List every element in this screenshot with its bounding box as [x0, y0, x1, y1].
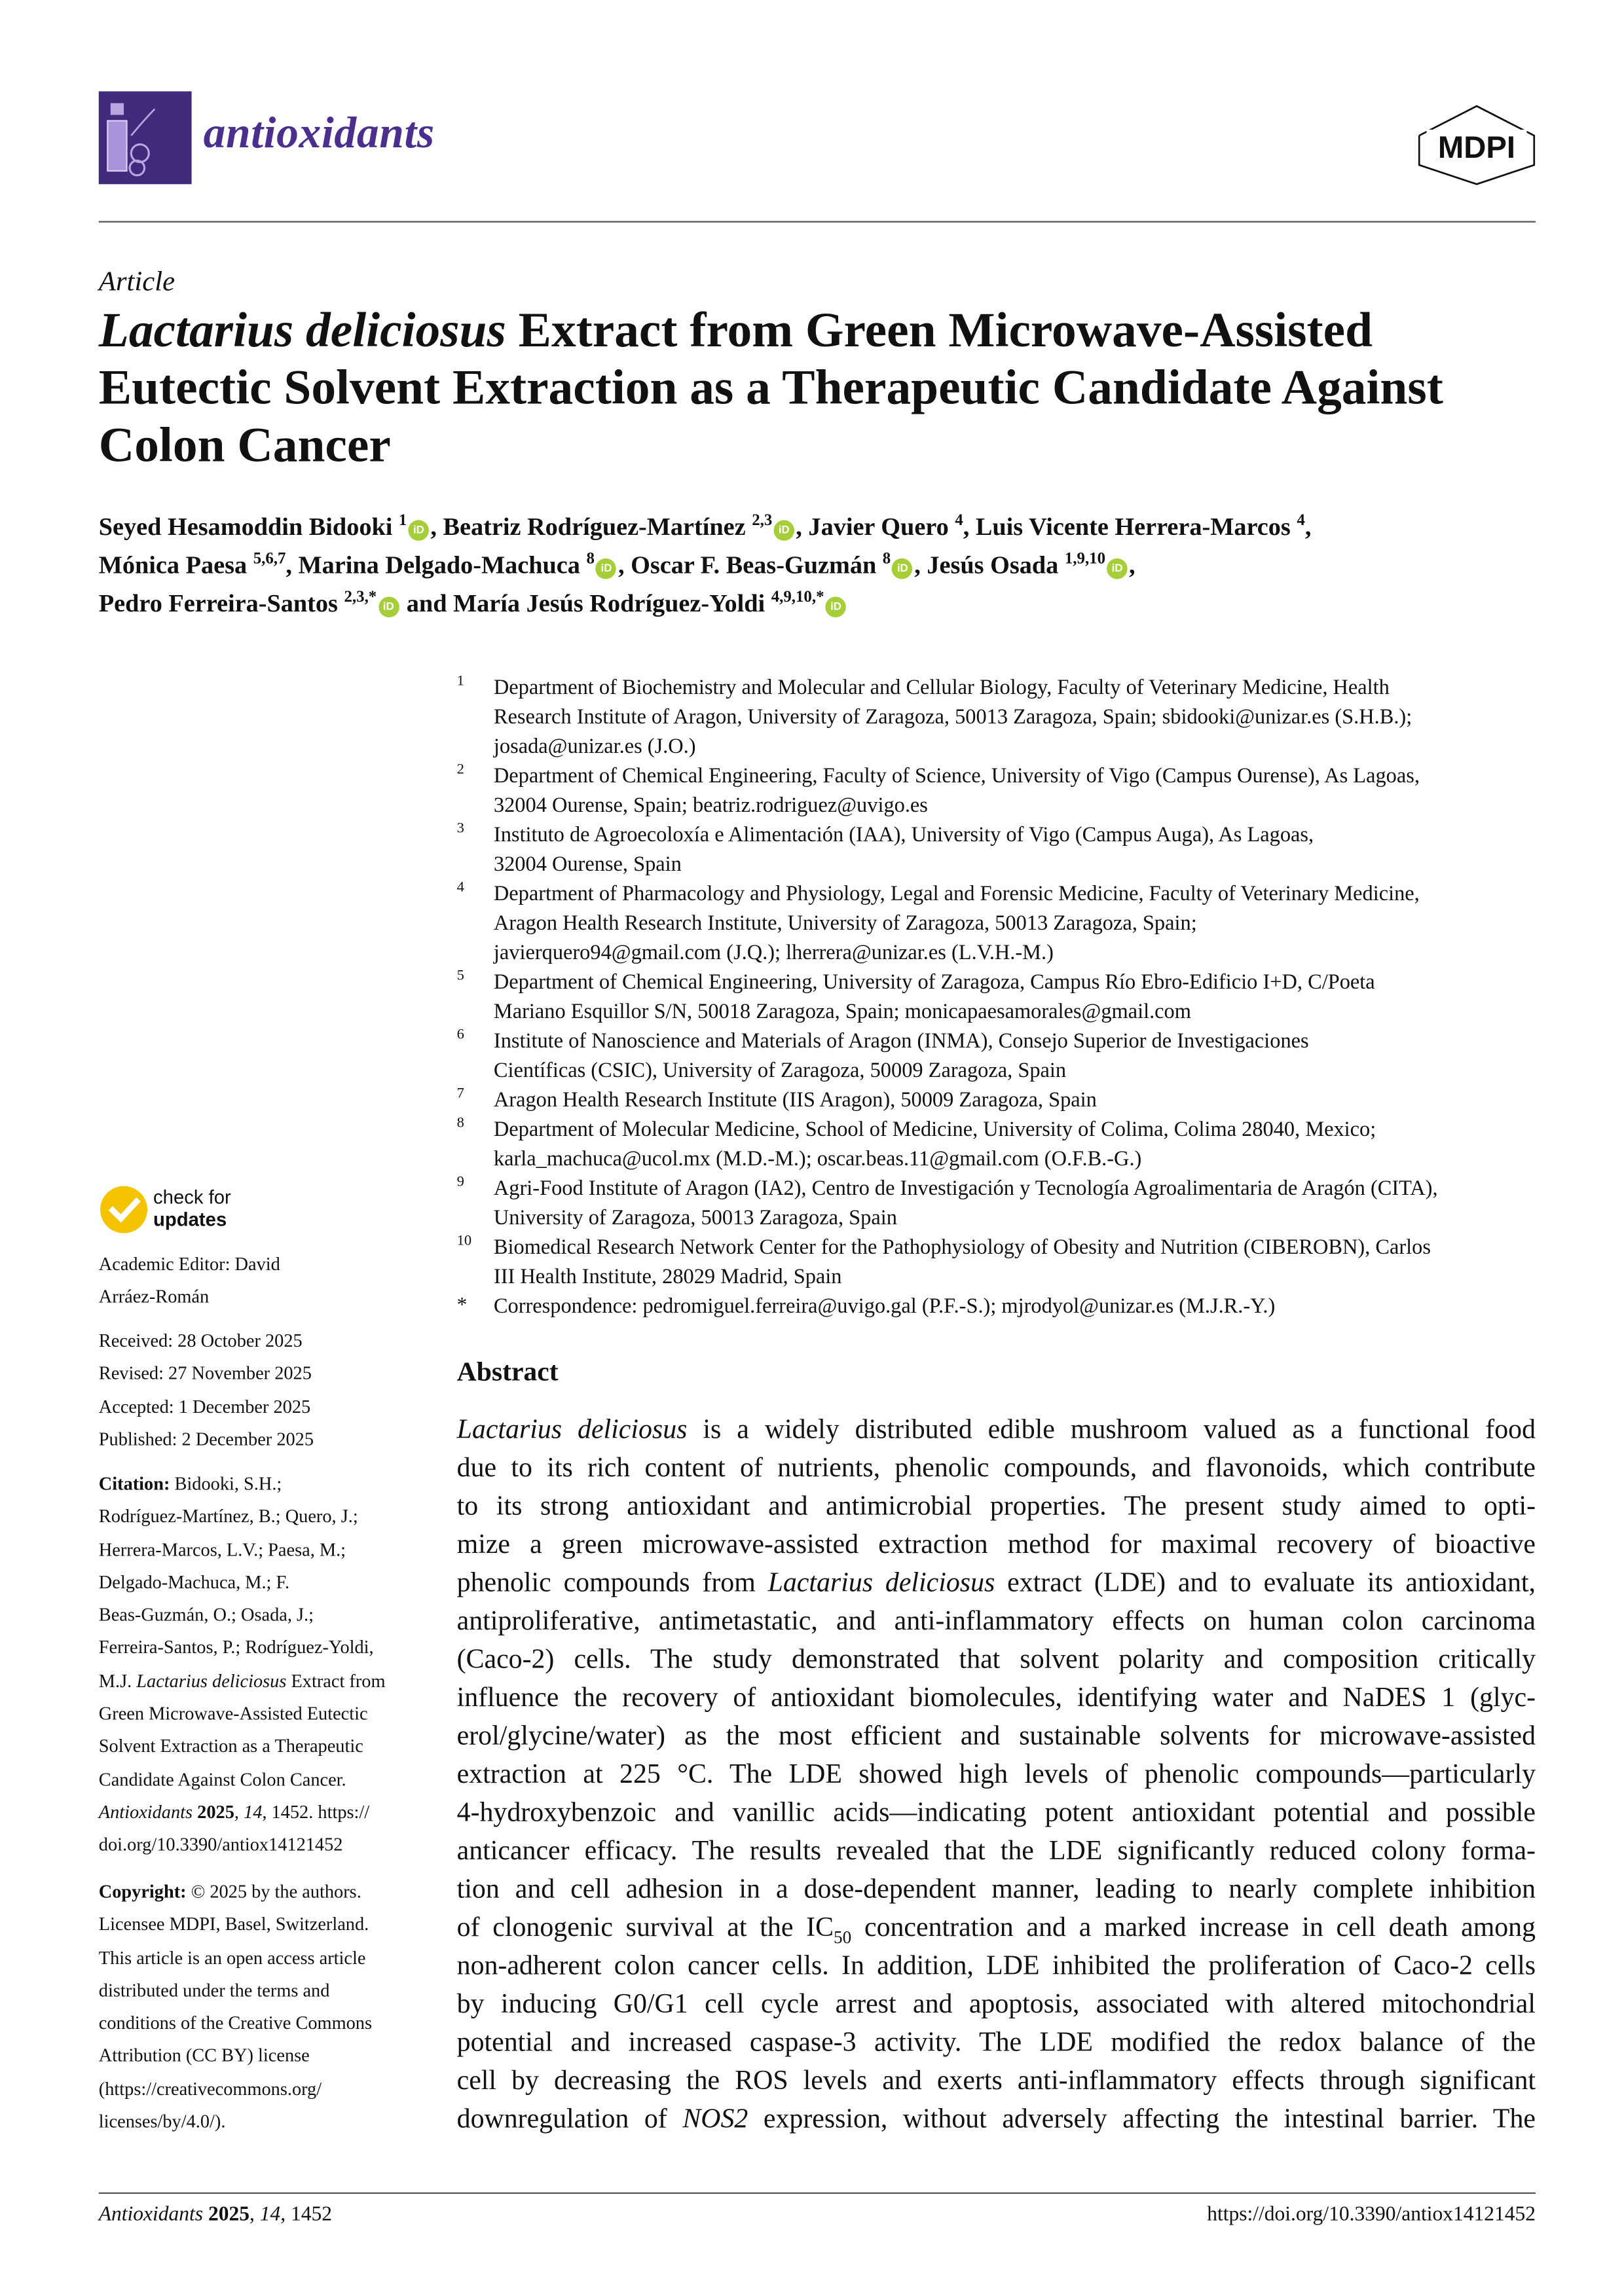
text-segment: extract (LDE) and to evaluate its antioxidant, [995, 1567, 1536, 1599]
text-segment: , [1304, 513, 1312, 541]
affiliation-item [457, 762, 1540, 821]
text-segment: NOS2 [682, 2104, 748, 2135]
check-for-updates-button[interactable] [99, 1184, 261, 1235]
affiliation-line: Instituto de Agroecoloxía e Alimentación (IAA), University of Vigo (Campus Auga), As Lagoas, [493, 824, 1314, 848]
text-line [457, 1948, 1536, 1986]
text-segment: Solvent Extraction as a Therapeutic [98, 1736, 363, 1757]
text-line [99, 1908, 416, 1941]
affiliation-number: 10 [456, 1233, 472, 1250]
text-segment: 2025 [208, 2204, 249, 2227]
affiliation-item [457, 1175, 1540, 1233]
affiliation-marker: 1 [398, 511, 407, 530]
affiliation-line: Biomedical Research Network Center for the Pathophysiology of Obesity and Nutrition (CIBEROBN), Carlos [493, 1236, 1431, 1260]
text-line [99, 2040, 416, 2073]
affiliation-number: 3 [456, 820, 464, 837]
affiliation-line: Institute of Nanoscience and Materials of Aragon (INMA), Consejo Superior de Investigaciones [493, 1030, 1309, 1054]
text-line [457, 1757, 1536, 1795]
text-line [457, 1680, 1536, 1719]
text-segment: distributed under the terms and [98, 1980, 330, 2001]
text-segment: , Jesús Osada [914, 551, 1065, 579]
affiliation-line: Department of Biochemistry and Molecular and Cellular Biology, Faculty of Veterinary Medicine, Health [493, 676, 1390, 700]
text-segment: Extract from [286, 1670, 386, 1692]
text-segment: anticancer efficacy. The results revealed that the LDE significantly reduced colony forma- [456, 1836, 1536, 1867]
text-line [99, 1631, 416, 1664]
text-segment: , [249, 2204, 260, 2227]
footer-doi-link[interactable]: https://doi.org/10.3390/antiox14121452 [1207, 2204, 1536, 2227]
affiliation-number: 2 [456, 761, 464, 778]
text-line [99, 1324, 416, 1357]
affiliation-number: 6 [456, 1027, 464, 1044]
affiliation-line: 32004 Ourense, Spain; beatriz.rodriguez@uvigo.es [493, 794, 928, 818]
text-segment: due to its rich content of nutrients, phenolic compounds, and flavonoids, which contribute [456, 1452, 1536, 1484]
orcid-icon[interactable]: iD [826, 596, 847, 617]
text-line [99, 1566, 416, 1599]
text-segment: Antioxidants [98, 1802, 193, 1823]
text-segment: tion and cell adhesion in a dose-dependent manner, leading to nearly complete inhibition [456, 1874, 1536, 1905]
affiliation-line: karla_machuca@ucol.mx (M.D.-M.); oscar.beas.11@gmail.com (O.F.B.-G.) [493, 1148, 1142, 1172]
text-line [99, 1974, 416, 2007]
affiliation-item [457, 880, 1540, 968]
text-segment: Citation: [98, 1473, 170, 1495]
text-segment: , Beatriz Rodríguez-Martínez [430, 513, 752, 541]
affiliation-marker: 4 [1297, 511, 1305, 530]
text-segment: , Marina Delgado-Machuca [286, 551, 587, 579]
orcid-icon[interactable]: iD [596, 558, 617, 579]
text-segment: Candidate Against Colon Cancer. [98, 1769, 346, 1790]
text-segment: Pedro Ferreira-Santos [98, 589, 344, 617]
text-line [99, 1501, 416, 1533]
affiliation-item [457, 821, 1540, 880]
orcid-icon[interactable]: iD [774, 520, 795, 541]
text-segment: , [1129, 551, 1135, 579]
affiliation-number: 1 [456, 673, 464, 690]
text-segment: potential and increased caspase-3 activity. The LDE modified the redox balance of the [456, 2027, 1536, 2058]
check-for-label: check for [153, 1186, 231, 1209]
affiliation-marker: 8 [586, 550, 595, 568]
text-line [99, 1533, 416, 1566]
affiliation-item [457, 1027, 1540, 1086]
text-line [99, 585, 1543, 623]
text-segment: Extract from Green Microwave-Assisted [506, 303, 1373, 358]
article-title [99, 302, 1558, 474]
affiliation-marker: 2,3 [752, 511, 773, 530]
text-segment: (https://creativecommons.org/ [98, 2078, 322, 2100]
text-segment: influence the recovery of antioxidant biomolecules, identifying water and NaDES 1 (glyc- [456, 1683, 1536, 1714]
text-line [457, 1641, 1536, 1680]
affiliation-number: 9 [456, 1174, 464, 1191]
text-segment: 14 [244, 1802, 263, 1823]
text-line [99, 2007, 416, 2040]
text-line [99, 1357, 416, 1390]
text-segment: by inducing G0/G1 cell cycle arrest and apoptosis, associated with altered mitochondrial [456, 1989, 1536, 2020]
affiliation-line: University of Zaragoza, 50013 Zaragoza, Spain [493, 1207, 897, 1231]
text-segment: Arráez-Román [98, 1286, 210, 1307]
text-segment: extraction at 225 °C. The LDE showed high levels of phenolic compounds—particularly [456, 1759, 1536, 1791]
text-line [457, 1795, 1536, 1833]
affiliation-line: Department of Pharmacology and Physiology, Legal and Forensic Medicine, Faculty of Veterinary Medicine, [493, 883, 1420, 907]
text-segment: Ferreira-Santos, P.; Rodríguez-Yoldi, [98, 1637, 374, 1658]
text-segment: , Javier Quero [796, 513, 955, 541]
text-segment: © 2025 by the authors. [186, 1881, 361, 1903]
text-segment: Published: 2 December 2025 [98, 1429, 314, 1450]
affiliation-line: javierquero94@gmail.com (J.Q.); lherrera@unizar.es (L.V.H.-M.) [493, 941, 1054, 966]
text-line [99, 302, 1558, 359]
copyright [99, 1876, 416, 2138]
text-segment: expression, without adversely affecting the intestinal barrier. The [748, 2104, 1536, 2135]
affiliation-marker: 2,3,* [344, 588, 377, 606]
text-segment: , 1452 [280, 2204, 332, 2227]
text-line [99, 508, 1543, 547]
text-segment: Delgado-Machuca, M.; F. [98, 1572, 290, 1593]
text-segment: licenses/by/4.0/). [98, 2111, 226, 2132]
text-line [99, 1467, 416, 1500]
text-segment: Lactarius deliciosus [98, 303, 506, 358]
mdpi-logo[interactable] [1414, 103, 1538, 186]
text-line [99, 1423, 416, 1456]
affiliation-line: Mariano Esquillor S/N, 50018 Zaragoza, Spain; monicapaesamorales@gmail.com [493, 1000, 1191, 1025]
publisher-name: MDPI [1437, 130, 1516, 165]
text-segment: 4-hydroxybenzoic and vanillic acids—indicating potent antioxidant potential and possible [456, 1797, 1536, 1829]
text-line [457, 1565, 1536, 1603]
text-segment: antiproliferative, antimetastatic, and anti-inflammatory effects on human colon carcinoma [456, 1606, 1536, 1637]
text-segment: of clonogenic survival at the IC [456, 1912, 834, 1944]
text-line [457, 2024, 1536, 2063]
text-segment: 2025 [197, 1802, 234, 1823]
text-segment: Bidooki, S.H.; [170, 1473, 282, 1495]
text-segment: (Caco-2) cells. The study demonstrated that solvent polarity and composition critically [456, 1644, 1536, 1675]
affiliation-item [457, 968, 1540, 1027]
text-segment: Copyright: [98, 1881, 187, 1903]
affiliation-line: III Health Institute, 28029 Madrid, Spain [493, 1266, 842, 1290]
text-line [99, 1391, 416, 1423]
affiliation-line: Correspondence: pedromiguel.ferreira@uvigo.gal (P.F.-S.); mjrodyol@unizar.es (M.J.R.-Y.) [493, 1295, 1276, 1319]
text-segment: Antioxidants [98, 2204, 204, 2227]
publication-dates [99, 1324, 416, 1456]
text-segment: 14 [259, 2204, 281, 2227]
text-line [99, 547, 1543, 585]
affiliation-line: Aragon Health Research Institute, University of Zaragoza, 50013 Zaragoza, Spain; [493, 912, 1197, 936]
text-line [99, 1829, 416, 1861]
affiliation-marker: 1,9,10 [1064, 550, 1106, 568]
text-line [457, 1718, 1536, 1757]
affiliation-item [457, 673, 1540, 761]
affiliation-marker: 4,9,10,* [771, 588, 824, 606]
text-line [99, 1248, 416, 1281]
affiliation-line: Department of Chemical Engineering, University of Zaragoza, Campus Río Ebro-Edificio I+D, C/Poeta [493, 971, 1375, 995]
text-segment: Lactarius deliciosus [136, 1670, 287, 1692]
affiliation-line: Científicas (CSIC), University of Zaragoza, 50009 Zaragoza, Spain [493, 1059, 1067, 1084]
affiliation-number: 7 [456, 1085, 464, 1102]
text-segment: conditions of the Creative Commons [98, 2013, 373, 2034]
author-list [99, 508, 1543, 623]
text-segment: to its strong antioxidant and antimicrobial properties. The present study aimed to opti- [456, 1491, 1536, 1522]
text-line [99, 417, 1558, 475]
affiliation-line: Aragon Health Research Institute (IIS Aragon), 50009 Zaragoza, Spain [493, 1089, 1097, 1113]
text-line [99, 1763, 416, 1796]
orcid-icon[interactable]: iD [1107, 558, 1128, 579]
orcid-icon[interactable]: iD [378, 596, 399, 617]
text-segment: , [234, 1802, 244, 1823]
orcid-icon[interactable]: iD [409, 520, 430, 541]
text-segment: , 1452. https:// [262, 1802, 370, 1823]
text-segment: Beas-Guzmán, O.; Osada, J.; [98, 1605, 314, 1626]
affiliation-item [457, 1292, 1540, 1322]
journal-logo[interactable] [99, 92, 192, 185]
text-line [457, 2101, 1536, 2140]
text-segment: Accepted: 1 December 2025 [98, 1396, 311, 1417]
academic-editor [99, 1248, 416, 1313]
text-line [99, 1698, 416, 1730]
text-line [99, 1665, 416, 1698]
updates-label: updates [153, 1208, 227, 1231]
text-line [457, 1986, 1536, 2025]
header-divider [99, 221, 1536, 223]
text-line [99, 1876, 416, 1908]
text-line [99, 1599, 416, 1631]
footer-divider [99, 2193, 1536, 2194]
article-type: Article [98, 266, 175, 298]
text-segment [193, 1802, 197, 1823]
text-segment: doi.org/10.3390/antiox14121452 [98, 1834, 343, 1855]
text-segment: Herrera-Marcos, L.V.; Paesa, M.; [98, 1539, 346, 1560]
citation [99, 1467, 416, 1861]
text-segment: , Oscar F. Beas-Guzmán [618, 551, 883, 579]
affiliation-item [457, 1086, 1540, 1116]
text-segment: This article is an open access article [98, 1947, 366, 1968]
text-segment: Attribution (CC BY) license [98, 2045, 310, 2067]
text-segment: downregulation of [456, 2104, 683, 2135]
text-line [99, 2073, 416, 2105]
abstract-heading: Abstract [456, 1358, 559, 1388]
affiliation-marker: 8 [882, 550, 891, 568]
affiliation-number: 8 [456, 1115, 464, 1132]
text-line [99, 359, 1558, 417]
text-line [99, 2105, 416, 2138]
text-segment: erol/glycine/water) as the most efficient and sustainable solvents for microwave-assisted [456, 1721, 1536, 1752]
text-segment: M.J. [98, 1670, 137, 1692]
text-segment: mize a green microwave-assisted extraction method for maximal recovery of bioactive [456, 1529, 1536, 1561]
text-line [99, 1730, 416, 1763]
affiliation-marker: 4 [955, 511, 963, 530]
text-segment: and María Jesús Rodríguez-Yoldi [400, 589, 771, 617]
affiliation-number: 5 [456, 968, 464, 985]
text-segment: Lactarius deliciosus [456, 1414, 688, 1446]
text-line [457, 1910, 1536, 1948]
text-line [457, 2063, 1536, 2102]
text-segment: Academic Editor: David [98, 1254, 280, 1275]
text-segment: Seyed Hesamoddin Bidooki [98, 513, 399, 541]
text-segment: Revised: 27 November 2025 [98, 1363, 312, 1384]
text-segment: concentration and a marked increase in cell death among [851, 1912, 1536, 1944]
text-segment: Green Microwave-Assisted Eutectic [98, 1703, 368, 1724]
text-segment: phenolic compounds from [456, 1567, 768, 1599]
affiliation-line: Department of Chemical Engineering, Faculty of Science, University of Vigo (Campus Ourense), As Lagoas, [493, 765, 1420, 789]
text-line [457, 1871, 1536, 1910]
text-line [457, 1449, 1536, 1488]
text-line [99, 1796, 416, 1829]
text-segment: Rodríguez-Martínez, B.; Quero, J.; [98, 1506, 358, 1527]
text-segment: , Luis Vicente Herrera-Marcos [963, 513, 1297, 541]
text-line [457, 1603, 1536, 1642]
affiliation-line: Research Institute of Aragon, University of Zaragoza, 50013 Zaragoza, Spain; sbidooki@unizar.es (S.H.B.); [493, 705, 1412, 729]
abstract-body [457, 1412, 1536, 2140]
affiliation-item [457, 1116, 1540, 1175]
text-line [99, 2204, 332, 2228]
footer-journal-citation [99, 2204, 332, 2228]
text-segment: Received: 28 October 2025 [98, 1330, 303, 1351]
text-segment: is a widely distributed edible mushroom valued as a functional food [687, 1414, 1536, 1446]
affiliation-line: 32004 Ourense, Spain [493, 853, 682, 877]
orcid-icon[interactable]: iD [893, 558, 913, 579]
text-segment: cell by decreasing the ROS levels and exerts anti-inflammatory effects through significant [456, 2066, 1536, 2097]
text-line [99, 1281, 416, 1313]
bottle-icon [99, 92, 192, 185]
journal-name[interactable]: antioxidants [203, 109, 435, 158]
text-segment: non-adherent colon cancer cells. In addition, LDE inhibited the proliferation of Caco-2 cells [456, 1950, 1536, 1982]
text-segment: Colon Cancer [98, 418, 391, 473]
text-segment: Eutectic Solvent Extraction as a Therapeutic Candidate Against [98, 361, 1443, 416]
text-line [457, 1488, 1536, 1527]
crossmark-icon [99, 1184, 149, 1235]
affiliations [457, 673, 1540, 1321]
affiliation-marker: 5,6,7 [253, 550, 286, 568]
text-line [457, 1527, 1536, 1565]
text-segment: Lactarius deliciosus [767, 1567, 995, 1599]
text-line [457, 1412, 1536, 1450]
text-line [99, 1941, 416, 1974]
affiliation-number: 4 [456, 879, 464, 896]
text-segment: 50 [834, 1927, 852, 1948]
affiliation-line: Department of Molecular Medicine, School of Medicine, University of Colima, Colima 28040, Mexico; [493, 1118, 1376, 1142]
text-line [457, 1833, 1536, 1872]
text-segment: Mónica Paesa [98, 551, 253, 579]
affiliation-number: * [456, 1295, 468, 1317]
affiliation-line: Agri-Food Institute of Aragon (IA2), Centro de Investigación y Tecnología Agroalimentaria de Aragón (CITA), [493, 1177, 1438, 1201]
affiliation-item [457, 1233, 1540, 1292]
affiliation-line: josada@unizar.es (J.O.) [493, 735, 696, 759]
text-segment: Licensee MDPI, Basel, Switzerland. [98, 1914, 369, 1935]
